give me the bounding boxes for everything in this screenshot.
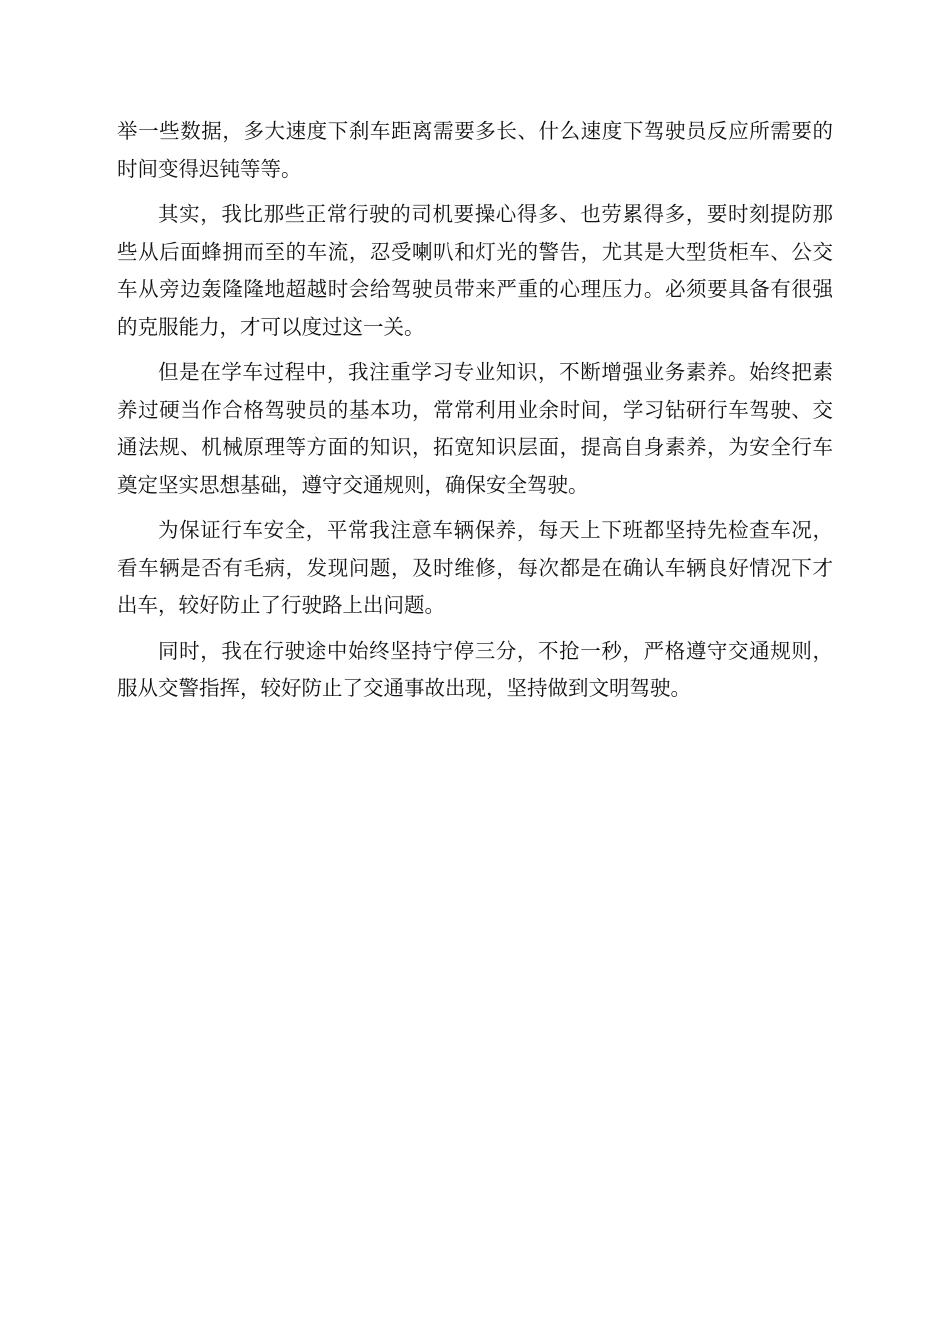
paragraph-3: 但是在学车过程中，我注重学习专业知识，不断增强业务素养。始终把素养过硬当作合格驾驶员的基本功，常常利用业余时间，学习钻研行车驾驶、交通法规、机械原理等方面的知识，拓宽知识层面，提高自身素养，为安全行车奠定坚实思想基础，遵守交通规则，确保安全驾驶。 bbox=[117, 360, 833, 497]
paragraph-continued: 举一些数据，多大速度下刹车距离需要多长、什么速度下驾驶员反应所需要的时间变得迟钝等等。 bbox=[117, 119, 833, 181]
document-body bbox=[117, 113, 833, 708]
paragraph-2: 其实，我比那些正常行驶的司机要操心得多、也劳累得多，要时刻提防那些从后面蜂拥而至的车流，忍受喇叭和灯光的警告，尤其是大型货柜车、公交车从旁边轰隆隆地超越时会给驾驶员带来严重的心理压力。必须要具备有很强的克服能力，才可以度过这一关。 bbox=[117, 202, 833, 339]
paragraph-5: 同时，我在行驶途中始终坚持宁停三分，不抢一秒，严格遵守交通规则，服从交警指挥，较好防止了交通事故出现，坚持做到文明驾驶。 bbox=[117, 638, 833, 700]
paragraph-4: 为保证行车安全，平常我注意车辆保养，每天上下班都坚持先检查车况，看车辆是否有毛病，发现问题，及时维修，每次都是在确认车辆良好情况下才出车，较好防止了行驶路上出问题。 bbox=[117, 518, 833, 617]
